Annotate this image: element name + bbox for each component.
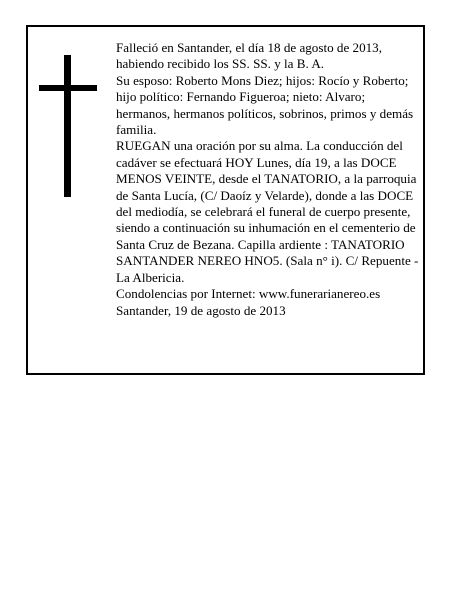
family-members: Su esposo: Roberto Mons Diez; hijos: Rocío y Roberto; hijo político: Fernando Figueroa; nieto: Alvaro; hermanos, hermanos políticos, sobrinos, primos y demás familia. — [116, 72, 414, 138]
death-announcement: Falleció en Santander, el día 18 de agosto de 2013, habiendo recibido los SS. SS. y la B. A. — [116, 40, 383, 72]
obituary-notice — [26, 25, 425, 375]
place-and-date: Santander, 19 de agosto de 2013 — [116, 302, 286, 318]
notice-text — [116, 40, 420, 319]
funeral-details: RUEGAN una oración por su alma. La conducción del cadáver se efectuará HOY Lunes, día 19, a las DOCE MENOS VEINTE, desde el TANATORIO, a la parroquia de Santa Lucía, (C/ Daoíz y Velarde), donde a las DOCE del mediodía, se celebrará el funeral de cuerpo presente, siendo a continuación su inhumación en el cementerio de Santa Cruz de Bezana. Capilla ardiente : TANATORIO SANTANDER NEREO HNO5. (Sala n° i). C/ Repuente - La Albericia. — [116, 138, 419, 285]
cross-horizontal-bar — [39, 85, 97, 91]
cross-icon — [39, 55, 97, 197]
cross-vertical-bar — [64, 55, 71, 197]
online-condolences: Condolencias por Internet: www.funerarianereo.es — [116, 286, 381, 302]
